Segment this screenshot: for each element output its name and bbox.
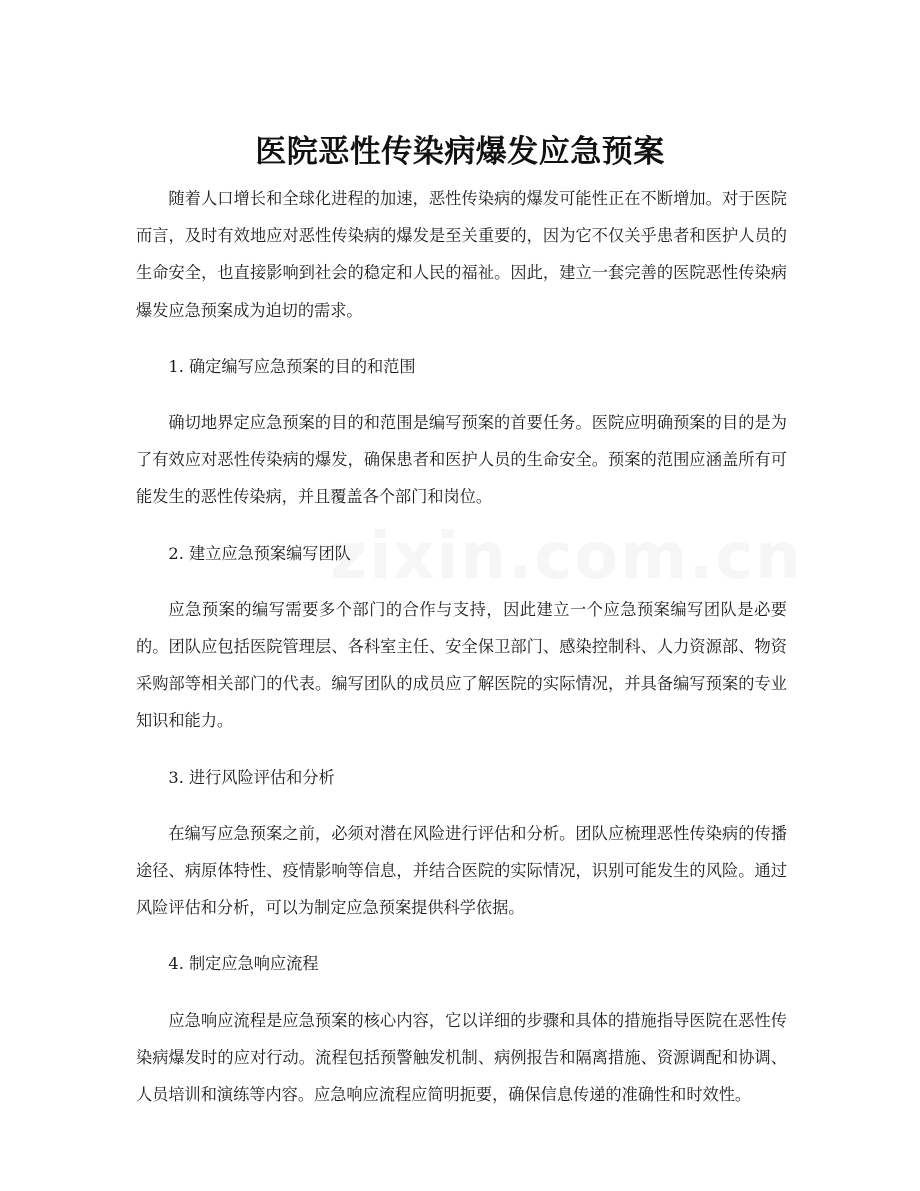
- document-title: 医院恶性传染病爆发应急预案: [255, 133, 665, 170]
- paragraph-section-4: 应急响应流程是应急预案的核心内容，它以详细的步骤和具体的措施指导医院在恶性传染病爆发时的应对行动。流程包括预警触发机制、病例报告和隔离措施、资源调配和协调、人员培训和演练等内容。应急响应流程应简明扼要，确保信息传递的准确性和时效性。: [136, 1010, 787, 1105]
- document-body: [136, 180, 787, 1113]
- paragraph-section-1: 确切地界定应急预案的目的和范围是编写预案的首要任务。医院应明确预案的目的是为了有效应对恶性传染病的爆发，确保患者和医护人员的生命安全。预案的范围应涵盖所有可能发生的恶性传染病，并且覆盖各个部门和岗位。: [136, 413, 787, 507]
- paragraph-intro: 随着人口增长和全球化进程的加速，恶性传染病的爆发可能性正在不断增加。对于医院而言，及时有效地应对恶性传染病的爆发是至关重要的，因为它不仅关乎患者和医护人员的生命安全，也直接影响到社会的稳定和人民的福祉。因此，建立一套完善的医院恶性传染病爆发应急预案成为迫切的需求。: [136, 189, 787, 320]
- paragraph-section-3: 在编写应急预案之前，必须对潜在风险进行评估和分析。团队应梳理恶性传染病的传播途径、病原体特性、疫情影响等信息，并结合医院的实际情况，识别可能发生的风险。通过风险评估和分析，可以为制定应急预案提供科学依据。: [136, 823, 787, 918]
- paragraph-section-2: 应急预案的编写需要多个部门的合作与支持，因此建立一个应急预案编写团队是必要的。团队应包括医院管理层、各科室主任、安全保卫部门、感染控制科、人力资源部、物资采购部等相关部门的代表。编写团队的成员应了解医院的实际情况，并具备编写预案的专业知识和能力。: [136, 599, 787, 731]
- section-heading-4: 4. 制定应急响应流程: [168, 954, 319, 974]
- section-heading-3: 3. 进行风险评估和分析: [168, 767, 335, 787]
- section-heading-2: 2. 建立应急预案编写团队: [168, 543, 351, 563]
- section-heading-1: 1. 确定编写应急预案的目的和范围: [168, 356, 416, 376]
